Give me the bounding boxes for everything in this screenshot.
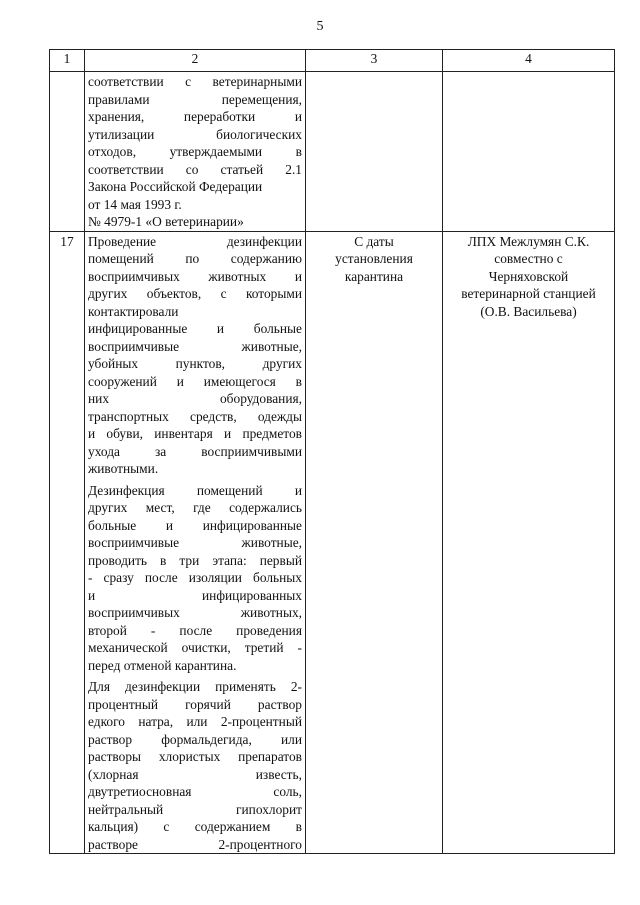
row-continued-number: [50, 72, 85, 232]
header-col-2: 2: [85, 50, 306, 72]
measure-text-line: них оборудования,: [88, 391, 302, 406]
responsible-text-line: (О.В. Васильева): [480, 303, 577, 319]
deadline-text-line: установления: [335, 251, 413, 266]
responsible-text-line: ветеринарной станцией: [461, 286, 596, 301]
measure-text-line: соответствии со статьей 2.1: [88, 161, 302, 177]
header-col-1: 1: [50, 50, 85, 72]
measure-text-line: процентный горячий раствор: [88, 696, 302, 712]
header-col-3: 3: [306, 50, 443, 72]
measure-text-line: ухода за восприимчивыми: [88, 443, 302, 459]
measure-text-line: перед отменой карантина.: [88, 657, 237, 673]
measure-text-line: правилами перемещения,: [88, 91, 302, 107]
measure-text-line: растворе 2-процентного: [88, 836, 302, 852]
measure-text-line: животными.: [88, 461, 159, 476]
measure-text-line: сооружений и имеющегося в: [88, 373, 302, 389]
measure-text-line: инфицированные и больные: [88, 321, 302, 336]
measure-text-line: отходов, утверждаемыми в: [88, 144, 302, 159]
deadline-text-line: карантина: [344, 268, 404, 284]
deadline-text-line: С даты: [354, 233, 394, 249]
measure-text-line: других мест, где содержались: [88, 500, 302, 515]
measure-text-line: транспортных средств, одежды: [88, 408, 302, 424]
measure-text-line: и инфицированных: [88, 587, 302, 603]
measure-text-line: других объектов, с которыми: [88, 286, 302, 301]
measure-text-line: восприимчивых животных,: [88, 605, 302, 620]
measure-text-line: № 4979-1 «О ветеринарии»: [88, 214, 244, 229]
row-17-measure: [85, 231, 306, 854]
measure-text-line: Проведение дезинфекции: [88, 233, 302, 249]
measure-text-line: восприимчивые животные,: [88, 338, 302, 354]
measure-text-line: раствор формальдегида, или: [88, 731, 302, 747]
measure-paragraph: [88, 233, 302, 478]
row-continued-responsible: [443, 72, 615, 232]
table-row-17: [50, 231, 615, 854]
measure-text-line: Закона Российской Федерации: [88, 179, 263, 194]
measure-text-line: соответствии с ветеринарными: [88, 74, 302, 89]
measure-paragraph: [88, 678, 302, 853]
measure-text-line: кальция) с содержанием в: [88, 819, 302, 834]
measure-text-line: и обуви, инвентаря и предметов: [88, 426, 302, 441]
measure-text-line: от 14 мая 1993 г.: [88, 196, 182, 212]
responsible-text-line: совместно с: [494, 251, 563, 266]
measure-text: [88, 73, 302, 231]
measure-text-line: помещений по содержанию: [88, 251, 302, 266]
measure-text-line: - сразу после изоляции больных: [88, 570, 302, 585]
measure-text-line: растворы хлористых препаратов: [88, 749, 302, 764]
measure-text-line: восприимчивых животных и: [88, 268, 302, 284]
measure-text-line: проводить в три этапа: первый: [88, 552, 302, 568]
row-17-deadline: [306, 231, 443, 854]
measure-text-line: второй - после проведения: [88, 622, 302, 638]
measure-text-line: убойных пунктов, других: [88, 356, 302, 371]
measure-text-line: хранения, переработки и: [88, 109, 302, 124]
responsible-text-line: ЛПХ Межлумян С.К.: [467, 233, 590, 249]
measure-paragraph: [88, 482, 302, 675]
header-col-4: 4: [443, 50, 615, 72]
row-number: 17: [50, 231, 85, 854]
measure-text-line: восприимчивые животные,: [88, 535, 302, 550]
measure-text-line: больные и инфицированные: [88, 517, 302, 533]
measure-text-line: (хлорная известь,: [88, 766, 302, 782]
row-continued-deadline: [306, 72, 443, 232]
measure-text-line: нейтральный гипохлорит: [88, 801, 302, 817]
responsible-text-line: Черняховской: [488, 268, 569, 284]
page-number: 5: [316, 19, 324, 34]
measure-text-line: механической очистки, третий -: [88, 640, 302, 655]
measures-table: [49, 49, 615, 854]
measure-text-line: контактировали: [88, 303, 179, 319]
measure-text-line: утилизации биологических: [88, 126, 302, 142]
table-header-row: [50, 50, 615, 72]
measure-text-line: едкого натра, или 2-процентный: [88, 714, 302, 729]
measure-text-line: Для дезинфекции применять 2-: [88, 679, 302, 694]
measure-text-line: двутретиосновная соль,: [88, 784, 302, 799]
row-17-responsible: [443, 231, 615, 854]
table-row-continued: [50, 72, 615, 232]
row-continued-measure: [85, 72, 306, 232]
measure-text-line: Дезинфекция помещений и: [88, 482, 302, 498]
